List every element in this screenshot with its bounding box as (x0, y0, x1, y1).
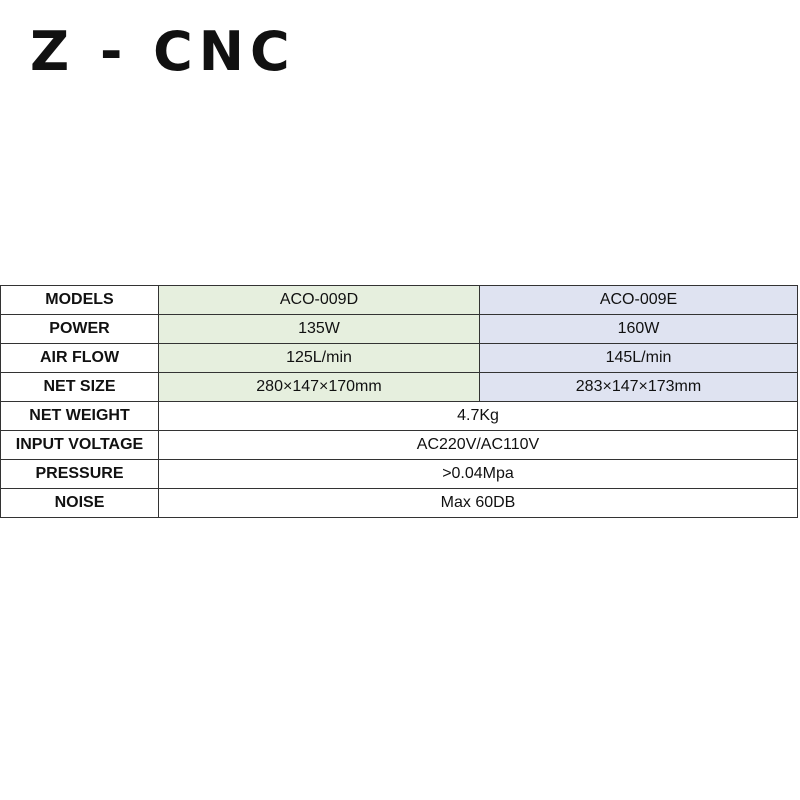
table-row-noise (1, 489, 798, 518)
row-label: AIR FLOW (1, 344, 159, 373)
shared-value: >0.04Mpa (159, 460, 798, 489)
model-e-header: ACO-009E (480, 286, 798, 315)
shared-value: AC220V/AC110V (159, 431, 798, 460)
row-label: NET WEIGHT (1, 402, 159, 431)
model-d-value: 135W (159, 315, 480, 344)
table-row-air-flow (1, 344, 798, 373)
row-label: NOISE (1, 489, 159, 518)
model-d-value: 280×147×170mm (159, 373, 480, 402)
table-row-net-size (1, 373, 798, 402)
model-e-value: 145L/min (480, 344, 798, 373)
table-row-models (1, 286, 798, 315)
brand-logo: Z - CNC (30, 20, 296, 83)
row-label: NET SIZE (1, 373, 159, 402)
table-row-pressure (1, 460, 798, 489)
shared-value: 4.7Kg (159, 402, 798, 431)
row-label: POWER (1, 315, 159, 344)
row-label: MODELS (1, 286, 159, 315)
model-e-value: 283×147×173mm (480, 373, 798, 402)
model-e-value: 160W (480, 315, 798, 344)
model-d-header: ACO-009D (159, 286, 480, 315)
table-row-power (1, 315, 798, 344)
table-row-net-weight (1, 402, 798, 431)
row-label: PRESSURE (1, 460, 159, 489)
model-d-value: 125L/min (159, 344, 480, 373)
shared-value: Max 60DB (159, 489, 798, 518)
table-row-input-voltage (1, 431, 798, 460)
spec-table (0, 285, 798, 518)
row-label: INPUT VOLTAGE (1, 431, 159, 460)
